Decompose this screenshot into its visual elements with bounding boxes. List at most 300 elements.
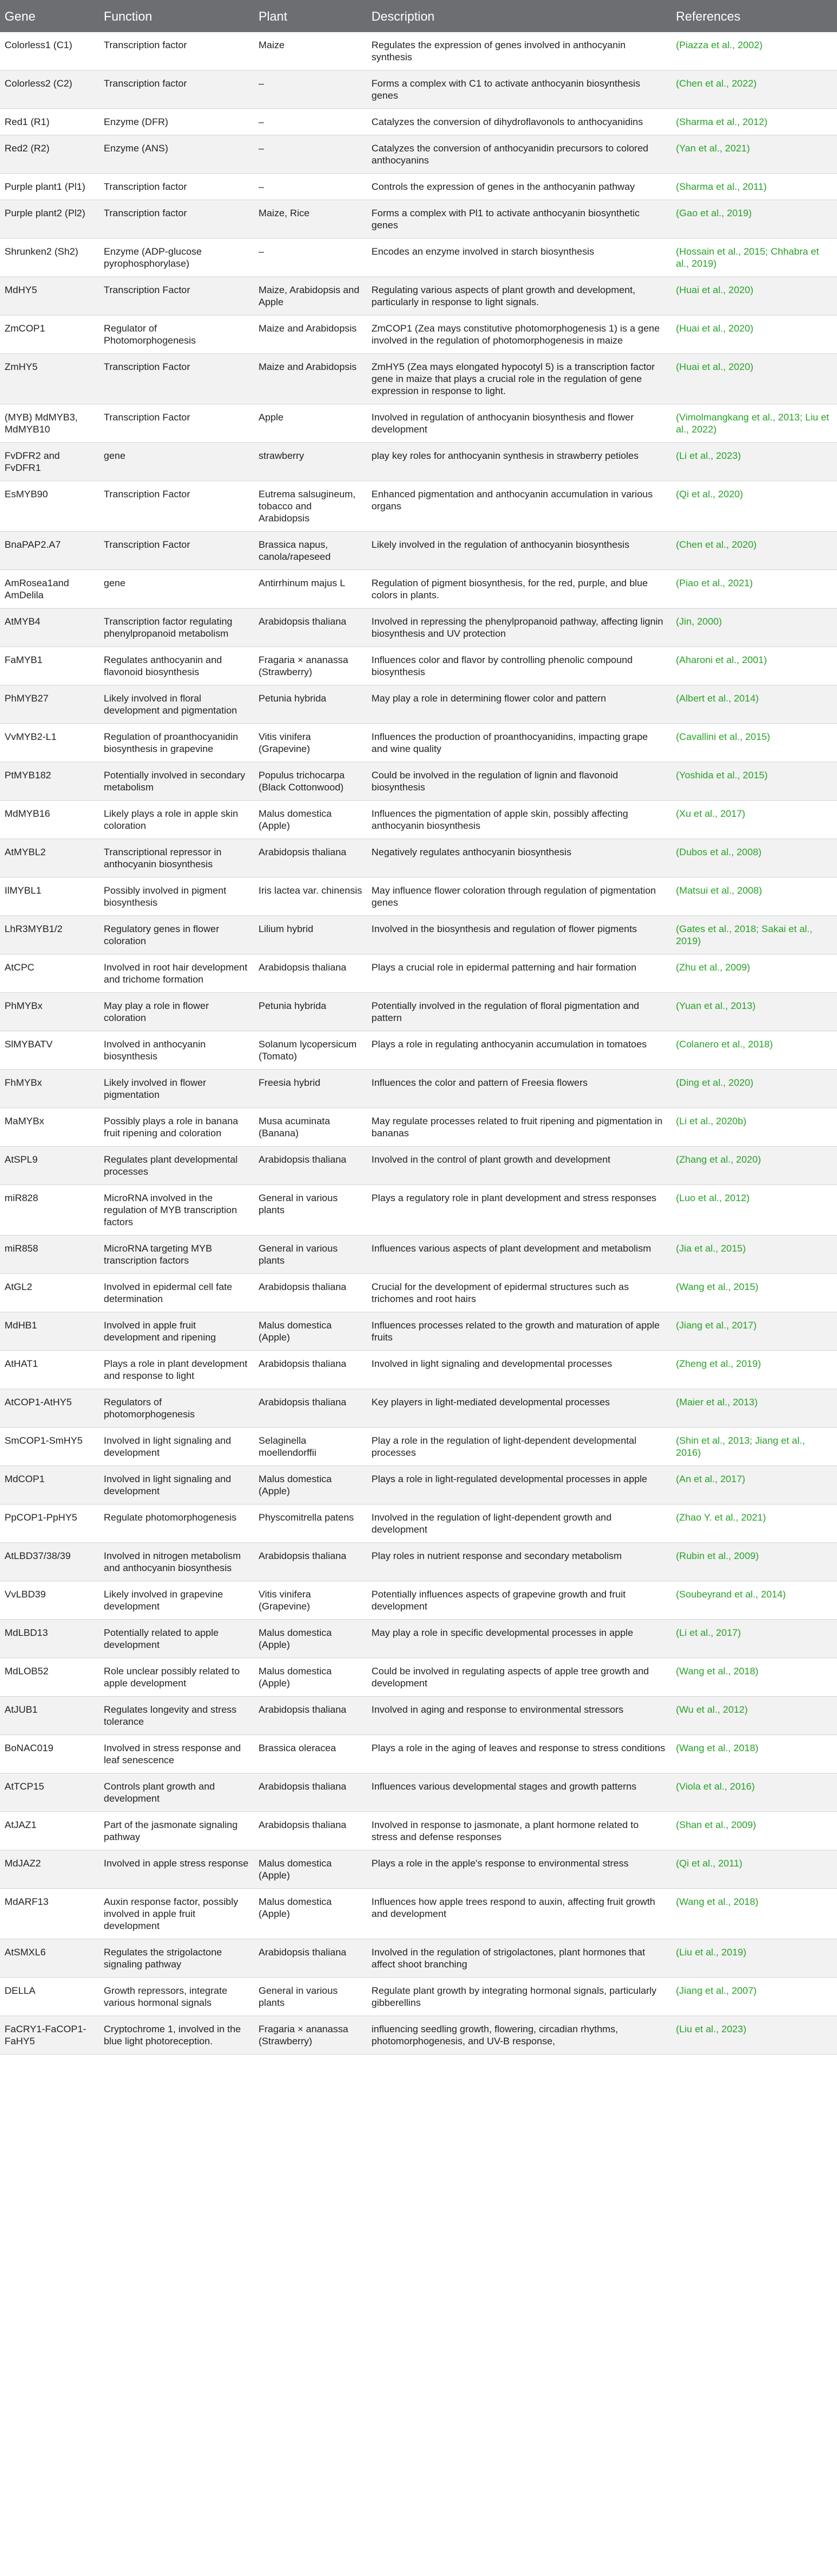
gene-cell: MdLOB52 — [0, 1658, 99, 1697]
plant-cell: Arabidopsis thaliana — [254, 954, 367, 993]
description-cell: Crucial for the development of epidermal structures such as trichomes and root hairs — [367, 1274, 671, 1312]
references-cell: (An et al., 2017) — [671, 1466, 837, 1505]
gene-cell: MdHY5 — [0, 277, 99, 315]
gene-cell: AmRosea1and AmDelila — [0, 570, 99, 609]
table-row — [0, 878, 837, 916]
table-row — [0, 1620, 837, 1658]
plant-cell: Maize and Arabidopsis — [254, 354, 367, 404]
function-cell: Transcription factor — [99, 32, 254, 71]
plant-cell: Brassica oleracea — [254, 1735, 367, 1774]
plant-cell: Maize, Rice — [254, 200, 367, 239]
gene-cell: PhMYBx — [0, 993, 99, 1031]
references-cell: (Vimolmangkang et al., 2013; Liu et al., 2022) — [671, 404, 837, 443]
references-cell: (Rubin et al., 2009) — [671, 1543, 837, 1581]
references-cell: (Cavallini et al., 2015) — [671, 724, 837, 762]
references-cell: (Sharma et al., 2012) — [671, 109, 837, 135]
gene-cell: FhMYBx — [0, 1070, 99, 1108]
plant-cell: Physcomitrella patens — [254, 1505, 367, 1543]
plant-cell: Musa acuminata (Banana) — [254, 1108, 367, 1147]
table-row — [0, 200, 837, 239]
plant-cell: Arabidopsis thaliana — [254, 839, 367, 878]
function-cell: Likely involved in grapevine development — [99, 1581, 254, 1620]
gene-cell: PhMYB27 — [0, 685, 99, 724]
plant-cell: – — [254, 174, 367, 200]
references-cell: (Zhang et al., 2020) — [671, 1147, 837, 1185]
table-row — [0, 1939, 837, 1978]
description-cell: ZmHY5 (Zea mays elongated hypocotyl 5) is a transcription factor gene in maize that plays a crucial role in the regulation of gene expression in response to light. — [367, 354, 671, 404]
function-cell: Potentially involved in secondary metabolism — [99, 762, 254, 801]
references-cell: (Viola et al., 2016) — [671, 1774, 837, 1812]
references-cell: (Qi et al., 2020) — [671, 481, 837, 532]
gene-cell: AtJUB1 — [0, 1697, 99, 1735]
table-row — [0, 570, 837, 609]
references-cell: (Albert et al., 2014) — [671, 685, 837, 724]
references-cell: (Yuan et al., 2013) — [671, 993, 837, 1031]
table-row — [0, 762, 837, 801]
references-cell: (Maier et al., 2013) — [671, 1389, 837, 1428]
description-cell: Potentially involved in the regulation of floral pigmentation and pattern — [367, 993, 671, 1031]
table-row — [0, 1236, 837, 1274]
table-row — [0, 1147, 837, 1185]
table-row — [0, 1351, 837, 1389]
references-cell: (Ding et al., 2020) — [671, 1070, 837, 1108]
function-cell: Involved in stress response and leaf senescence — [99, 1735, 254, 1774]
table-row — [0, 1466, 837, 1505]
references-cell: (Jia et al., 2015) — [671, 1236, 837, 1274]
references-cell: (Sharma et al., 2011) — [671, 174, 837, 200]
plant-cell: strawberry — [254, 443, 367, 481]
references-cell: (Qi et al., 2011) — [671, 1850, 837, 1889]
plant-cell: Malus domestica (Apple) — [254, 801, 367, 839]
description-cell: Plays a role in light-regulated developmental processes in apple — [367, 1466, 671, 1505]
gene-cell: SmCOP1-SmHY5 — [0, 1428, 99, 1466]
description-cell: Involved in response to jasmonate, a plant hormone related to stress and defense responses — [367, 1812, 671, 1850]
references-cell: (Li et al., 2017) — [671, 1620, 837, 1658]
references-cell: (Shan et al., 2009) — [671, 1812, 837, 1850]
table-row — [0, 954, 837, 993]
gene-cell: EsMYB90 — [0, 481, 99, 532]
references-cell: (Li et al., 2023) — [671, 443, 837, 481]
description-cell: Involved in light signaling and developmental processes — [367, 1351, 671, 1389]
references-cell: (Luo et al., 2012) — [671, 1185, 837, 1236]
gene-cell: (MYB) MdMYB3, MdMYB10 — [0, 404, 99, 443]
function-cell: Regulates anthocyanin and flavonoid biosynthesis — [99, 647, 254, 685]
plant-cell: Iris lactea var. chinensis — [254, 878, 367, 916]
description-cell: Influences how apple trees respond to auxin, affecting fruit growth and development — [367, 1889, 671, 1939]
gene-cell: VvLBD39 — [0, 1581, 99, 1620]
gene-cell: LhR3MYB1/2 — [0, 916, 99, 954]
description-cell: May regulate processes related to fruit ripening and pigmentation in bananas — [367, 1108, 671, 1147]
plant-cell: Maize and Arabidopsis — [254, 315, 367, 354]
references-cell: (Zheng et al., 2019) — [671, 1351, 837, 1389]
references-cell: (Jiang et al., 2007) — [671, 1978, 837, 2016]
description-cell: Involved in repressing the phenylpropanoid pathway, affecting lignin biosynthesis and UV protection — [367, 609, 671, 647]
function-cell: Possibly plays a role in banana fruit ripening and coloration — [99, 1108, 254, 1147]
plant-cell: General in various plants — [254, 1185, 367, 1236]
table-row — [0, 1774, 837, 1812]
description-cell: ZmCOP1 (Zea mays constitutive photomorphogenesis 1) is a gene involved in the regulation of photomorphogenesis in maize — [367, 315, 671, 354]
gene-cell: BoNAC019 — [0, 1735, 99, 1774]
gene-cell: AtCOP1-AtHY5 — [0, 1389, 99, 1428]
plant-cell: General in various plants — [254, 1978, 367, 2016]
plant-cell: – — [254, 71, 367, 109]
function-cell: Likely involved in flower pigmentation — [99, 1070, 254, 1108]
function-cell: Involved in light signaling and development — [99, 1428, 254, 1466]
gene-cell: PtMYB182 — [0, 762, 99, 801]
references-cell: (Xu et al., 2017) — [671, 801, 837, 839]
gene-cell: Red1 (R1) — [0, 109, 99, 135]
references-cell: (Hossain et al., 2015; Chhabra et al., 2019) — [671, 239, 837, 277]
plant-cell: Arabidopsis thaliana — [254, 1389, 367, 1428]
plant-cell: Lilium hybrid — [254, 916, 367, 954]
function-cell: Growth repressors, integrate various hormonal signals — [99, 1978, 254, 2016]
gene-cell: MdJAZ2 — [0, 1850, 99, 1889]
function-cell: Transcription factor — [99, 200, 254, 239]
table-row — [0, 724, 837, 762]
plant-cell: Malus domestica (Apple) — [254, 1312, 367, 1351]
references-cell: (Huai et al., 2020) — [671, 354, 837, 404]
header-gene: Gene — [0, 0, 99, 32]
table-row — [0, 1185, 837, 1236]
function-cell: Transcription Factor — [99, 404, 254, 443]
table-row — [0, 239, 837, 277]
description-cell: Play roles in nutrient response and secondary metabolism — [367, 1543, 671, 1581]
description-cell: Plays a crucial role in epidermal patterning and hair formation — [367, 954, 671, 993]
table-row — [0, 1735, 837, 1774]
references-cell: (Li et al., 2020b) — [671, 1108, 837, 1147]
function-cell: Involved in epidermal cell fate determination — [99, 1274, 254, 1312]
table-row — [0, 685, 837, 724]
references-cell: (Shin et al., 2013; Jiang et al., 2016) — [671, 1428, 837, 1466]
function-cell: Transcription factor regulating phenylpropanoid metabolism — [99, 609, 254, 647]
gene-cell: Purple plant2 (Pl2) — [0, 200, 99, 239]
table-row — [0, 801, 837, 839]
table-row — [0, 1274, 837, 1312]
table-row — [0, 1428, 837, 1466]
function-cell: Regulates the strigolactone signaling pathway — [99, 1939, 254, 1978]
references-cell: (Chen et al., 2020) — [671, 532, 837, 570]
references-cell: (Wang et al., 2018) — [671, 1889, 837, 1939]
description-cell: influencing seedling growth, flowering, circadian rhythms, photomorphogenesis, and UV-B response, — [367, 2016, 671, 2055]
plant-cell: Maize — [254, 32, 367, 71]
plant-cell: Vitis vinifera (Grapevine) — [254, 1581, 367, 1620]
plant-cell: Apple — [254, 404, 367, 443]
gene-cell: SlMYBATV — [0, 1031, 99, 1070]
plant-cell: General in various plants — [254, 1236, 367, 1274]
description-cell: Likely involved in the regulation of anthocyanin biosynthesis — [367, 532, 671, 570]
table-row — [0, 916, 837, 954]
table-row — [0, 839, 837, 878]
description-cell: Influences color and flavor by controlling phenolic compound biosynthesis — [367, 647, 671, 685]
function-cell: Regulators of photomorphogenesis — [99, 1389, 254, 1428]
function-cell: Plays a role in plant development and response to light — [99, 1351, 254, 1389]
description-cell: Forms a complex with C1 to activate anthocyanin biosynthesis genes — [367, 71, 671, 109]
gene-cell: Red2 (R2) — [0, 135, 99, 174]
description-cell: May play a role in specific developmental processes in apple — [367, 1620, 671, 1658]
table-row — [0, 354, 837, 404]
gene-cell: miR828 — [0, 1185, 99, 1236]
table-row — [0, 1697, 837, 1735]
gene-cell: AtHAT1 — [0, 1351, 99, 1389]
gene-cell: ZmHY5 — [0, 354, 99, 404]
function-cell: Involved in anthocyanin biosynthesis — [99, 1031, 254, 1070]
description-cell: May influence flower coloration through regulation of pigmentation genes — [367, 878, 671, 916]
function-cell: May play a role in flower coloration — [99, 993, 254, 1031]
gene-cell: ZmCOP1 — [0, 315, 99, 354]
description-cell: Forms a complex with Pl1 to activate anthocyanin biosynthetic genes — [367, 200, 671, 239]
function-cell: MicroRNA involved in the regulation of MYB transcription factors — [99, 1185, 254, 1236]
gene-cell: MdCOP1 — [0, 1466, 99, 1505]
description-cell: Influences various aspects of plant development and metabolism — [367, 1236, 671, 1274]
function-cell: Regulates longevity and stress tolerance — [99, 1697, 254, 1735]
references-cell: (Wu et al., 2012) — [671, 1697, 837, 1735]
table-row — [0, 1978, 837, 2016]
table-row — [0, 993, 837, 1031]
description-cell: Could be involved in regulating aspects of apple tree growth and development — [367, 1658, 671, 1697]
description-cell: May play a role in determining flower color and pattern — [367, 685, 671, 724]
plant-cell: Malus domestica (Apple) — [254, 1620, 367, 1658]
description-cell: Encodes an enzyme involved in starch biosynthesis — [367, 239, 671, 277]
table-row — [0, 1889, 837, 1939]
table-row — [0, 481, 837, 532]
function-cell: Regulator of Photomorphogenesis — [99, 315, 254, 354]
function-cell: Part of the jasmonate signaling pathway — [99, 1812, 254, 1850]
plant-cell: Fragaria × ananassa (Strawberry) — [254, 2016, 367, 2055]
plant-cell: Vitis vinifera (Grapevine) — [254, 724, 367, 762]
table-row — [0, 1389, 837, 1428]
gene-cell: IlMYBL1 — [0, 878, 99, 916]
function-cell: Likely plays a role in apple skin coloration — [99, 801, 254, 839]
description-cell: Influences the color and pattern of Freesia flowers — [367, 1070, 671, 1108]
plant-cell: Arabidopsis thaliana — [254, 1543, 367, 1581]
function-cell: Auxin response factor, possibly involved in apple fruit development — [99, 1889, 254, 1939]
references-cell: (Wang et al., 2018) — [671, 1658, 837, 1697]
gene-cell: MdHB1 — [0, 1312, 99, 1351]
gene-cell: DELLA — [0, 1978, 99, 2016]
description-cell: Regulation of pigment biosynthesis, for the red, purple, and blue colors in plants. — [367, 570, 671, 609]
description-cell: Involved in the regulation of light-dependent growth and development — [367, 1505, 671, 1543]
description-cell: Potentially influences aspects of grapevine growth and fruit development — [367, 1581, 671, 1620]
function-cell: Transcription Factor — [99, 532, 254, 570]
table-row — [0, 443, 837, 481]
gene-cell: AtMYBL2 — [0, 839, 99, 878]
gene-cell: Colorless1 (C1) — [0, 32, 99, 71]
function-cell: Transcription factor — [99, 71, 254, 109]
header-row — [0, 0, 837, 32]
description-cell: Play a role in the regulation of light-dependent developmental processes — [367, 1428, 671, 1466]
description-cell: Involved in aging and response to environmental stressors — [367, 1697, 671, 1735]
description-cell: Plays a regulatory role in plant development and stress responses — [367, 1185, 671, 1236]
function-cell: Regulates plant developmental processes — [99, 1147, 254, 1185]
table-row — [0, 71, 837, 109]
description-cell: Plays a role in regulating anthocyanin accumulation in tomatoes — [367, 1031, 671, 1070]
table-row — [0, 1543, 837, 1581]
function-cell: Possibly involved in pigment biosynthesis — [99, 878, 254, 916]
plant-cell: Solanum lycopersicum (Tomato) — [254, 1031, 367, 1070]
plant-cell: Arabidopsis thaliana — [254, 1274, 367, 1312]
plant-cell: Eutrema salsugineum, tobacco and Arabidopsis — [254, 481, 367, 532]
table-row — [0, 135, 837, 174]
function-cell: Involved in apple stress response — [99, 1850, 254, 1889]
description-cell: Influences the pigmentation of apple skin, possibly affecting anthocyanin biosynthesis — [367, 801, 671, 839]
table-row — [0, 609, 837, 647]
references-cell: (Jin, 2000) — [671, 609, 837, 647]
function-cell: Regulatory genes in flower coloration — [99, 916, 254, 954]
table-row — [0, 1850, 837, 1889]
table-row — [0, 404, 837, 443]
plant-cell: Malus domestica (Apple) — [254, 1658, 367, 1697]
references-cell: (Colanero et al., 2018) — [671, 1031, 837, 1070]
plant-cell: – — [254, 109, 367, 135]
description-cell: Influences processes related to the growth and maturation of apple fruits — [367, 1312, 671, 1351]
table-row — [0, 647, 837, 685]
gene-cell: MdMYB16 — [0, 801, 99, 839]
plant-cell: Brassica napus, canola/rapeseed — [254, 532, 367, 570]
description-cell: Controls the expression of genes in the anthocyanin pathway — [367, 174, 671, 200]
plant-cell: Petunia hybrida — [254, 685, 367, 724]
table-row — [0, 1812, 837, 1850]
table-row — [0, 32, 837, 71]
references-cell: (Wang et al., 2015) — [671, 1274, 837, 1312]
description-cell: Catalyzes the conversion of anthocyanidin precursors to colored anthocyanins — [367, 135, 671, 174]
references-cell: (Soubeyrand et al., 2014) — [671, 1581, 837, 1620]
gene-cell: BnaPAP2.A7 — [0, 532, 99, 570]
gene-cell: MdLBD13 — [0, 1620, 99, 1658]
references-cell: (Zhao Y. et al., 2021) — [671, 1505, 837, 1543]
function-cell: Regulate photomorphogenesis — [99, 1505, 254, 1543]
plant-cell: Selaginella moellendorffii — [254, 1428, 367, 1466]
plant-cell: Arabidopsis thaliana — [254, 1939, 367, 1978]
plant-cell: Fragaria × ananassa (Strawberry) — [254, 647, 367, 685]
references-cell: (Huai et al., 2020) — [671, 277, 837, 315]
gene-cell: AtCPC — [0, 954, 99, 993]
plant-cell: Malus domestica (Apple) — [254, 1850, 367, 1889]
function-cell: gene — [99, 443, 254, 481]
references-cell: (Liu et al., 2023) — [671, 2016, 837, 2055]
references-cell: (Aharoni et al., 2001) — [671, 647, 837, 685]
description-cell: Influences the production of proanthocyanidins, impacting grape and wine quality — [367, 724, 671, 762]
gene-cell: MaMYBx — [0, 1108, 99, 1147]
description-cell: Regulate plant growth by integrating hormonal signals, particularly gibberellins — [367, 1978, 671, 2016]
gene-cell: AtSPL9 — [0, 1147, 99, 1185]
plant-cell: Arabidopsis thaliana — [254, 609, 367, 647]
references-cell: (Liu et al., 2019) — [671, 1939, 837, 1978]
table-row — [0, 174, 837, 200]
function-cell: gene — [99, 570, 254, 609]
description-cell: Involved in the biosynthesis and regulation of flower pigments — [367, 916, 671, 954]
plant-cell: – — [254, 239, 367, 277]
gene-cell: Shrunken2 (Sh2) — [0, 239, 99, 277]
gene-cell: Purple plant1 (Pl1) — [0, 174, 99, 200]
references-cell: (Yoshida et al., 2015) — [671, 762, 837, 801]
references-cell: (Dubos et al., 2008) — [671, 839, 837, 878]
function-cell: Controls plant growth and development — [99, 1774, 254, 1812]
function-cell: Cryptochrome 1, involved in the blue light photoreception. — [99, 2016, 254, 2055]
table-row — [0, 532, 837, 570]
function-cell: Likely involved in floral development and pigmentation — [99, 685, 254, 724]
description-cell: Negatively regulates anthocyanin biosynthesis — [367, 839, 671, 878]
description-cell: Catalyzes the conversion of dihydroflavonols to anthocyanidins — [367, 109, 671, 135]
function-cell: Enzyme (ANS) — [99, 135, 254, 174]
function-cell: Involved in apple fruit development and ripening — [99, 1312, 254, 1351]
gene-cell: PpCOP1-PpHY5 — [0, 1505, 99, 1543]
table-row — [0, 1312, 837, 1351]
references-cell: (Gao et al., 2019) — [671, 200, 837, 239]
references-cell: (Zhu et al., 2009) — [671, 954, 837, 993]
plant-cell: Arabidopsis thaliana — [254, 1147, 367, 1185]
table-row — [0, 2016, 837, 2055]
plant-cell: Arabidopsis thaliana — [254, 1774, 367, 1812]
table-row — [0, 1070, 837, 1108]
function-cell: Role unclear possibly related to apple development — [99, 1658, 254, 1697]
function-cell: Involved in root hair development and trichome formation — [99, 954, 254, 993]
plant-cell: – — [254, 135, 367, 174]
description-cell: Could be involved in the regulation of lignin and flavonoid biosynthesis — [367, 762, 671, 801]
function-cell: Transcription Factor — [99, 354, 254, 404]
gene-cell: miR858 — [0, 1236, 99, 1274]
gene-cell: AtTCP15 — [0, 1774, 99, 1812]
gene-cell: FaCRY1-FaCOP1-FaHY5 — [0, 2016, 99, 2055]
plant-cell: Populus trichocarpa (Black Cottonwood) — [254, 762, 367, 801]
gene-cell: AtJAZ1 — [0, 1812, 99, 1850]
references-cell: (Chen et al., 2022) — [671, 71, 837, 109]
description-cell: Involved in the control of plant growth and development — [367, 1147, 671, 1185]
gene-cell: VvMYB2-L1 — [0, 724, 99, 762]
header-plant: Plant — [254, 0, 367, 32]
table-row — [0, 1581, 837, 1620]
function-cell: Transcriptional repressor in anthocyanin biosynthesis — [99, 839, 254, 878]
plant-cell: Malus domestica (Apple) — [254, 1466, 367, 1505]
table-row — [0, 1108, 837, 1147]
description-cell: Plays a role in the aging of leaves and response to stress conditions — [367, 1735, 671, 1774]
function-cell: Enzyme (ADP-glucose pyrophosphorylase) — [99, 239, 254, 277]
table-row — [0, 1505, 837, 1543]
description-cell: Regulates the expression of genes involved in anthocyanin synthesis — [367, 32, 671, 71]
function-cell: Involved in light signaling and development — [99, 1466, 254, 1505]
gene-cell: Colorless2 (C2) — [0, 71, 99, 109]
plant-cell: Maize, Arabidopsis and Apple — [254, 277, 367, 315]
plant-cell: Arabidopsis thaliana — [254, 1812, 367, 1850]
references-cell: (Gates et al., 2018; Sakai et al., 2019) — [671, 916, 837, 954]
description-cell: Plays a role in the apple's response to environmental stress — [367, 1850, 671, 1889]
header-references: References — [671, 0, 837, 32]
header-description: Description — [367, 0, 671, 32]
gene-cell: AtSMXL6 — [0, 1939, 99, 1978]
table-row — [0, 315, 837, 354]
gene-cell: AtMYB4 — [0, 609, 99, 647]
header-function: Function — [99, 0, 254, 32]
table-row — [0, 109, 837, 135]
gene-cell: MdARF13 — [0, 1889, 99, 1939]
references-cell: (Jiang et al., 2017) — [671, 1312, 837, 1351]
gene-cell: FaMYB1 — [0, 647, 99, 685]
function-cell: Enzyme (DFR) — [99, 109, 254, 135]
table-row — [0, 1658, 837, 1697]
gene-cell: AtLBD37/38/39 — [0, 1543, 99, 1581]
function-cell: MicroRNA targeting MYB transcription factors — [99, 1236, 254, 1274]
plant-cell: Petunia hybrida — [254, 993, 367, 1031]
description-cell: play key roles for anthocyanin synthesis in strawberry petioles — [367, 443, 671, 481]
plant-cell: Arabidopsis thaliana — [254, 1351, 367, 1389]
references-cell: (Piazza et al., 2002) — [671, 32, 837, 71]
function-cell: Transcription Factor — [99, 277, 254, 315]
gene-cell: FvDFR2 and FvDFR1 — [0, 443, 99, 481]
description-cell: Regulating various aspects of plant growth and development, particularly in response to light signals. — [367, 277, 671, 315]
function-cell: Potentially related to apple development — [99, 1620, 254, 1658]
references-cell: (Wang et al., 2018) — [671, 1735, 837, 1774]
function-cell: Transcription factor — [99, 174, 254, 200]
plant-cell: Malus domestica (Apple) — [254, 1889, 367, 1939]
